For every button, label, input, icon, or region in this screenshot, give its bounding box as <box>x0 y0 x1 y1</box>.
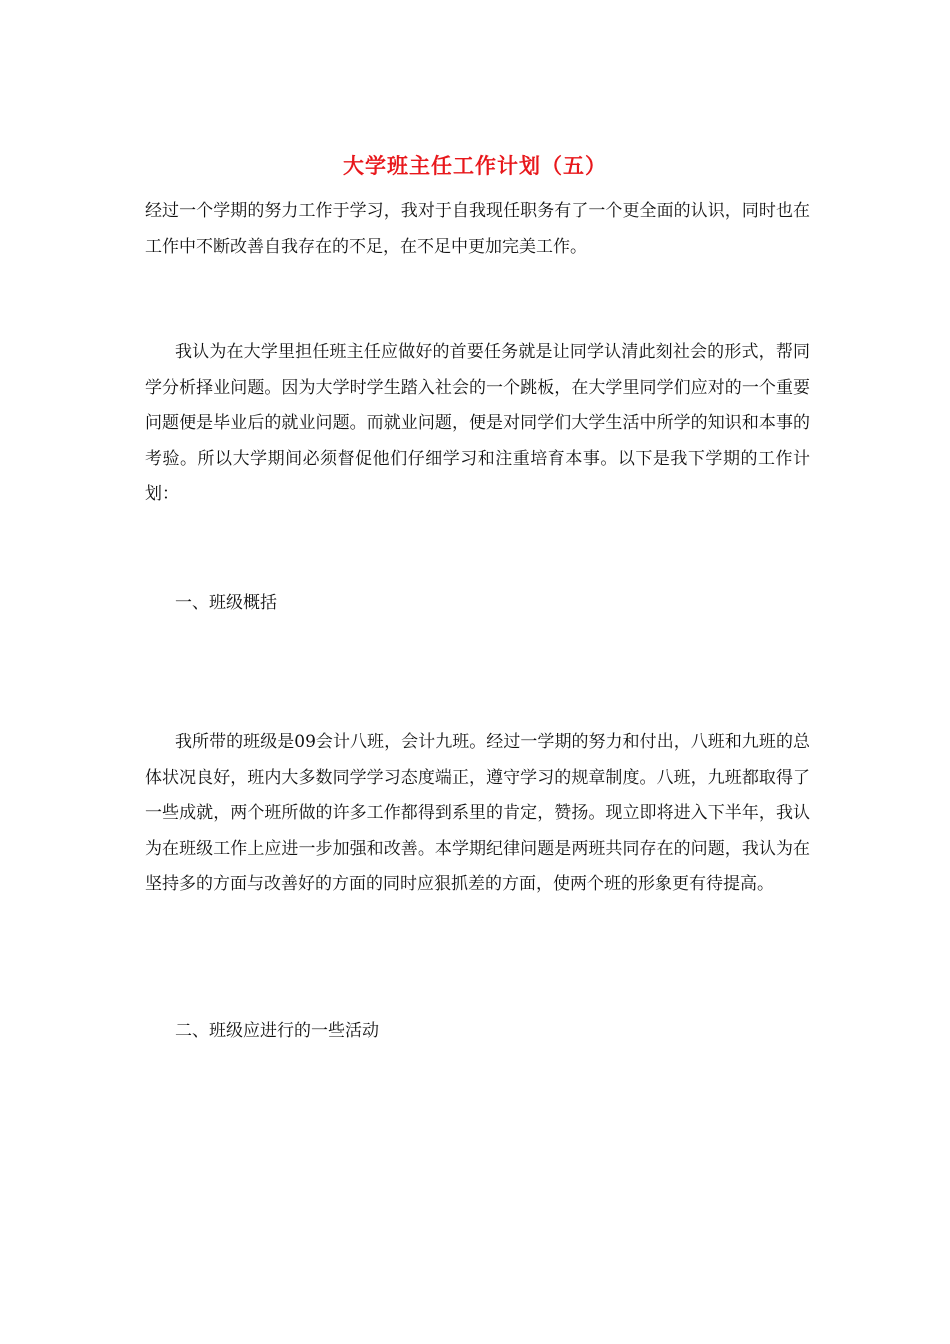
section-heading-1: 一、班级概括 <box>175 593 277 613</box>
document-title: 大学班主任工作计划（五） <box>343 153 607 178</box>
intro-paragraph: 经过一个学期的努力工作于学习，我对于自我现任职务有了一个更全面的认识，同时也在工作中不断改善自我存在的不足，在不足中更加完美工作。 <box>145 201 810 257</box>
body-paragraph-1: 我认为在大学里担任班主任应做好的首要任务就是让同学认清此刻社会的形式，帮同学分析择业问题。因为大学时学生踏入社会的一个跳板，在大学里同学们应对的一个重要问题便是毕业后的就业问题。而就业问题，便是对同学们大学生活中所学的知识和本事的考验。所以大学期间必须督促他们仔细学习和注重培育本事。以下是我下学期的工作计划： <box>145 342 810 504</box>
section-heading-2: 二、班级应进行的一些活动 <box>175 1021 379 1041</box>
body-paragraph-2: 我所带的班级是09会计八班，会计九班。经过一学期的努力和付出，八班和九班的总体状况良好，班内大多数同学学习态度端正，遵守学习的规章制度。八班，九班都取得了一些成就，两个班所做的许多工作都得到系里的肯定，赞扬。现立即将进入下半年，我认为在班级工作上应进一步加强和改善。本学期纪律问题是两班共同存在的问题，我认为在坚持多的方面与改善好的方面的同时应狠抓差的方面，使两个班的形象更有待提高。 <box>145 732 810 894</box>
